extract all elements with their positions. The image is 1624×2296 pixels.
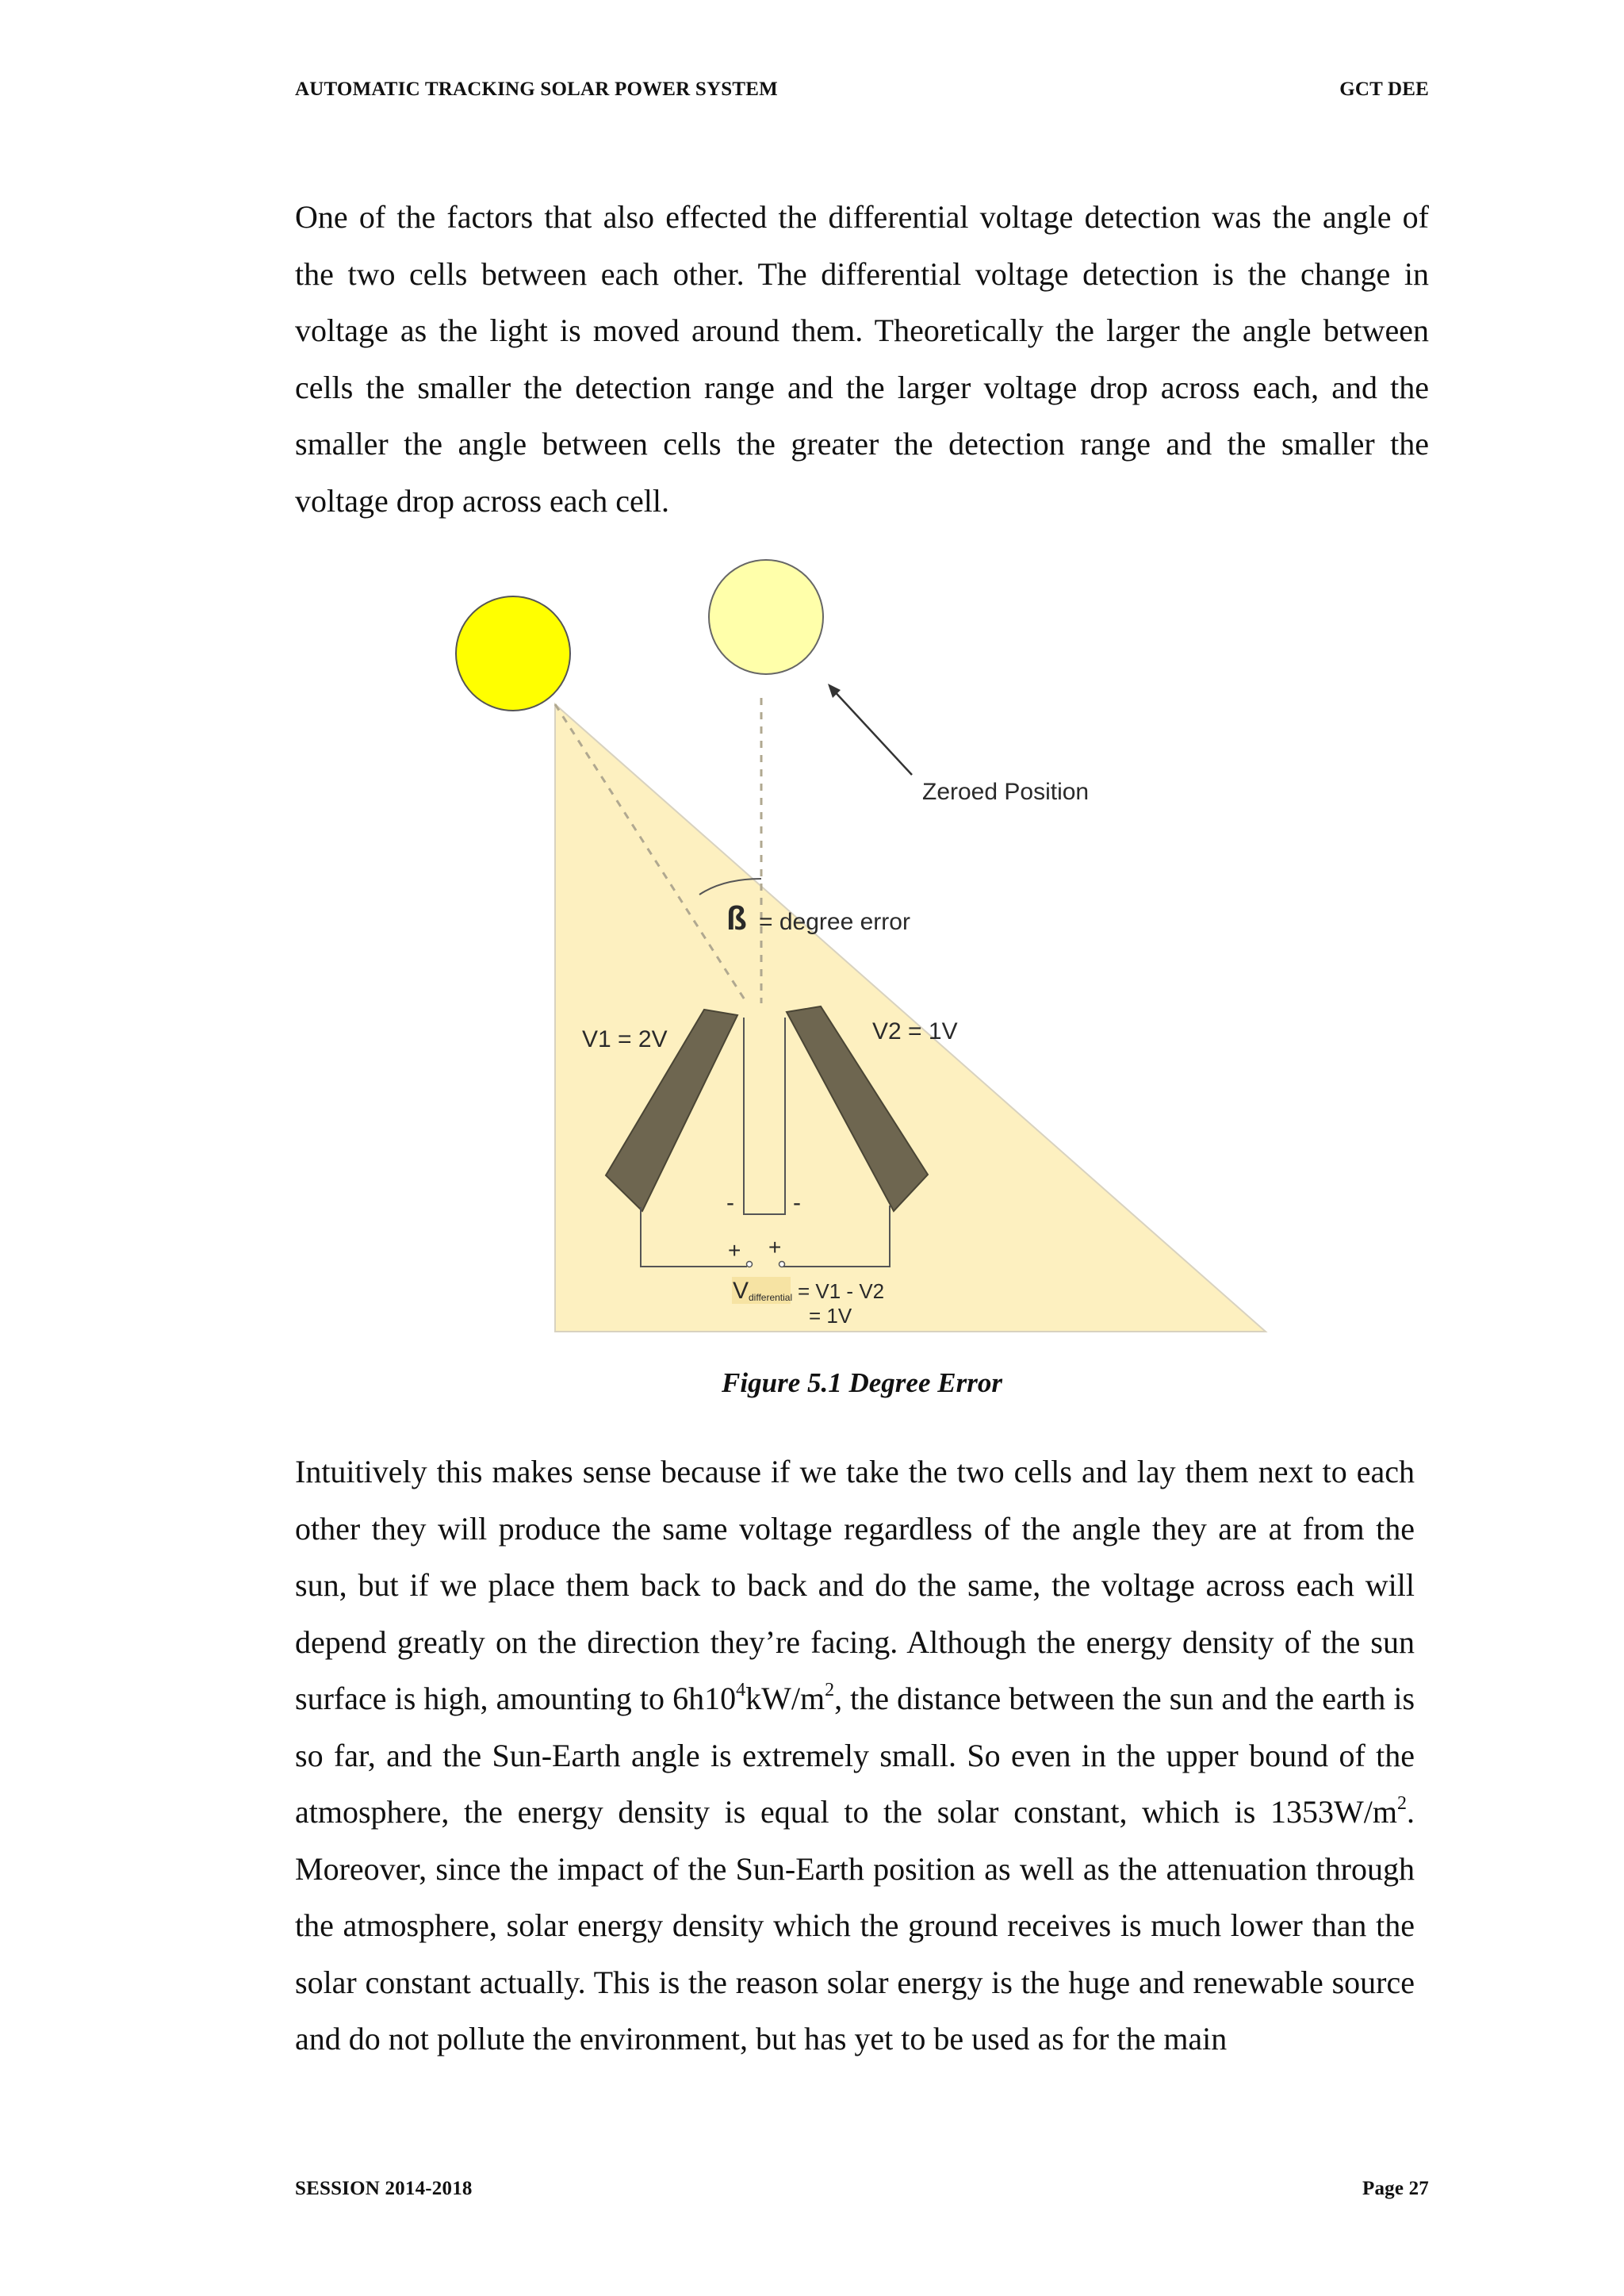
beta-label: = degree error: [759, 909, 910, 935]
terminal-right: [779, 1262, 785, 1267]
zeroed-position-label: Zeroed Position: [922, 779, 1090, 805]
paragraph-angle-factors: One of the factors that also effected the differential voltage detection was the angle of the two cells between each other. The differential voltage detection is the change in voltage as the light is moved around them. Theoretically the larger the angle between cells the smaller the detection range and the larger voltage drop across each, and the smaller the angle between cells the greater the detection range and the smaller the voltage drop across each cell.: [295, 199, 1429, 519]
page-header: [295, 79, 1429, 101]
sun-zeroed: [709, 560, 823, 674]
plus-left: +: [728, 1238, 741, 1263]
vdiff-equation: = V1 - V2: [798, 1279, 885, 1303]
paragraph2-part2: kW/m: [745, 1681, 825, 1716]
figure-caption: Figure 5.1 Degree Error: [722, 1367, 1002, 1398]
exponent-2a: 2: [825, 1679, 835, 1700]
paragraph2-part1: Intuitively this makes sense because if we take the two cells and lay them next to each other they will produce the same voltage regardless of the angle they are at from the sun, but if we place them back to back and do the same, the voltage across each will depend greatly on the direction they’re facing. Although the energy density of the sun surface is high, amounting to 6h10: [295, 1454, 1415, 1716]
beta-symbol: ß: [726, 899, 747, 937]
vdiff-subscript: differential: [749, 1292, 793, 1303]
v2-label: V2 = 1V: [872, 1018, 958, 1045]
figure-degree-error: [444, 555, 1285, 1348]
exponent-2b: 2: [1397, 1792, 1407, 1814]
page-footer: [295, 2178, 1429, 2200]
v1-label: V1 = 2V: [582, 1026, 668, 1052]
exponent-4: 4: [736, 1679, 746, 1700]
vdiff-symbol: V: [733, 1278, 749, 1304]
vdiff-result: = 1V: [809, 1304, 852, 1328]
footer-session: SESSION 2014-2018: [295, 2178, 473, 2199]
terminal-left: [747, 1262, 753, 1267]
minus-right: -: [793, 1190, 801, 1216]
paragraph-energy-density: [295, 1443, 1415, 2068]
degree-error-diagram: [444, 555, 1285, 1348]
minus-left: -: [726, 1190, 734, 1216]
plus-right: +: [768, 1235, 782, 1259]
footer-page-number: Page 27: [1362, 2178, 1429, 2199]
sun-active: [456, 596, 570, 711]
paragraph2-part3: , the distance between the sun and the earth is so far, and the Sun-Earth angle is extremely small. So even in the upper bound of the atmosphere, the energy density is equal to the solar constant, which is 1353W/m: [295, 1681, 1415, 1830]
header-title: AUTOMATIC TRACKING SOLAR POWER SYSTEM: [295, 79, 778, 100]
header-department: GCT DEE: [1339, 79, 1429, 100]
zeroed-arrow-line: [831, 688, 912, 775]
paragraph2-part4: . Moreover, since the impact of the Sun-Earth position as well as the attenuation through the atmosphere, solar energy density which the ground receives is much lower than the solar constant actually. This is the reason solar energy is the huge and renewable source and do not pollute the environment, but has yet to be used as for the main: [295, 1794, 1415, 2056]
